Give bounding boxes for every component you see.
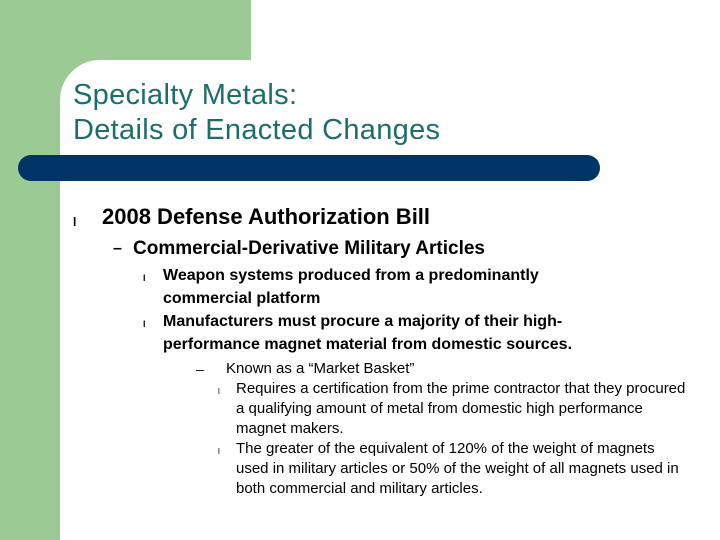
list-item <box>196 359 666 379</box>
list-item <box>218 379 688 439</box>
title-line-1: Specialty Metals: <box>73 79 298 111</box>
bullet-text: Manufacturers must procure a majority of their high-performance magnet material from domestic sources. <box>163 313 573 353</box>
bullet-dot-icon: l <box>143 273 146 283</box>
bullet-text: Weapon systems produced from a predominantly commercial platform <box>163 267 539 307</box>
list-item <box>143 264 633 310</box>
bullet-dot-icon: l <box>143 319 146 329</box>
bullet-level-5 <box>218 379 688 499</box>
bullet-text: The greater of the equivalent of 120% of the weight of magnets used in military articles or 50% of the weight of all magnets used in both commercial and military articles. <box>236 440 679 497</box>
bullet-level-1 <box>73 204 430 230</box>
bullet-level-4 <box>196 359 686 499</box>
title-line-2: Details of Enacted Changes <box>73 114 441 146</box>
list-item <box>218 439 688 499</box>
list-item <box>73 204 430 230</box>
bullet-text: Known as a “Market Basket” <box>226 360 415 377</box>
bullet-dot-icon: l <box>218 447 220 456</box>
bullet-level-2 <box>113 238 485 260</box>
list-item <box>143 310 633 356</box>
list-item <box>113 238 485 260</box>
bullet-dot-icon: l <box>73 215 77 229</box>
bullet-text: Requires a certification from the prime contractor that they procured a qualifying amount of metal from domestic high performance magnet makers. <box>236 380 686 437</box>
title-underline-bar <box>18 155 600 181</box>
bullet-dot-icon: l <box>218 387 220 396</box>
bullet-text: Commercial-Derivative Military Articles <box>133 238 486 259</box>
bullet-level-3 <box>143 264 633 356</box>
dash-icon: – <box>196 361 204 377</box>
slide-title <box>73 78 440 148</box>
dash-icon: – <box>113 240 122 257</box>
bullet-text: 2008 Defense Authorization Bill <box>102 204 431 229</box>
